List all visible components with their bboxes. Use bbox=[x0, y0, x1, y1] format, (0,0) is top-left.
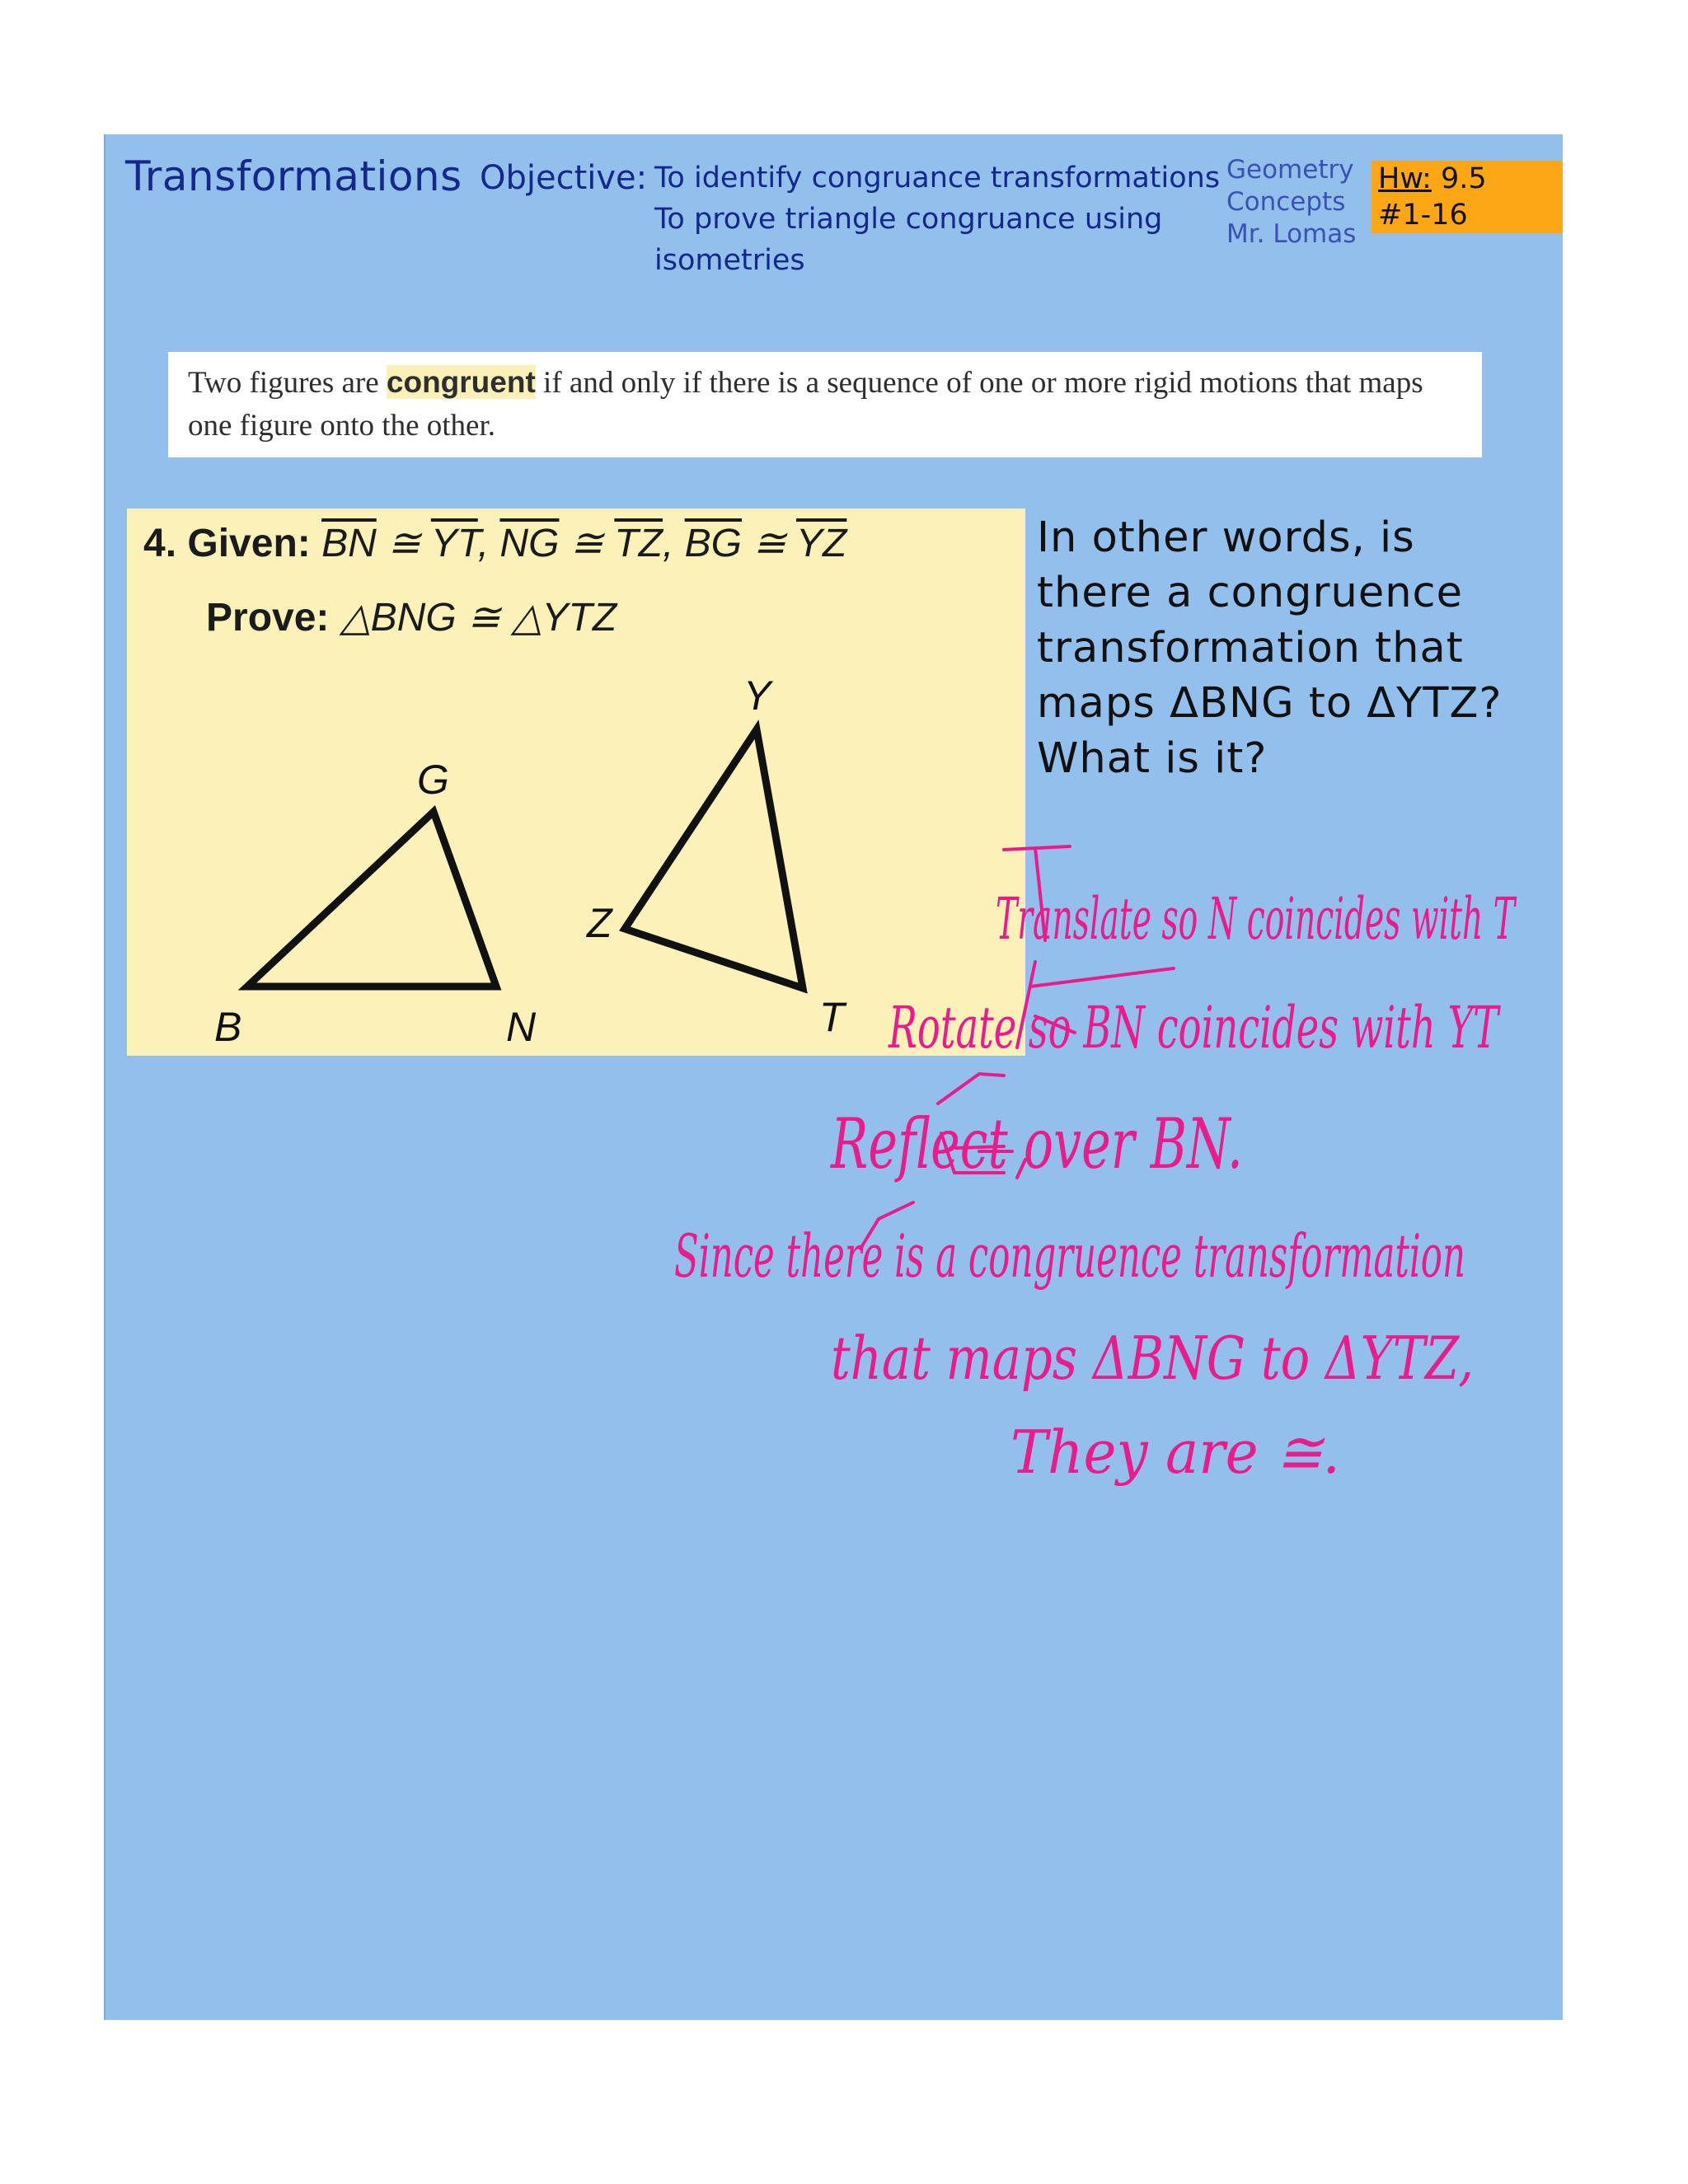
definition-text-start: Two figures are bbox=[188, 366, 387, 400]
question-line: transformation that bbox=[1037, 624, 1464, 673]
triangle-bng: △BNG bbox=[340, 596, 457, 640]
given-label: Given: bbox=[187, 522, 311, 565]
congruent-symbol: ≅ bbox=[753, 522, 786, 565]
segment: $\overline{TZ}$ bbox=[614, 522, 663, 565]
handwriting-line: They are ≅. bbox=[1010, 1418, 1340, 1487]
segment: $\overline{BN}$ bbox=[321, 522, 377, 565]
vertex-label-b: B bbox=[214, 1004, 242, 1050]
given-statement: 4. Given: $\overline{BN}$ ≅ $\overline{YT}$, $\overline{NG}$ ≅ $\overline{TZ}$, $\overline{BG}$ ≅ $\overline{YZ}$ bbox=[143, 522, 847, 565]
definition-text-end: if and only if there is a sequence of one or more rigid motions that maps one figure onto the other. bbox=[188, 366, 1423, 443]
vertex-label-t: T bbox=[819, 994, 845, 1040]
vertex-label-g: G bbox=[417, 757, 449, 803]
segment: $\overline{BG}$ bbox=[684, 522, 742, 565]
handwriting-line: Reflect over BN. bbox=[829, 1104, 1243, 1184]
objective-label: Objective: bbox=[480, 159, 648, 197]
course-line: Concepts bbox=[1226, 187, 1346, 217]
objective-line: To identify congruance transformations bbox=[654, 162, 1221, 194]
prove-label: Prove: bbox=[206, 596, 330, 640]
handwritten-answer bbox=[106, 134, 1563, 2020]
question-line: What is it? bbox=[1037, 734, 1268, 783]
segment: $\overline{NG}$ bbox=[499, 522, 560, 565]
congruent-symbol: ≅ bbox=[467, 596, 501, 640]
course-line: Geometry bbox=[1226, 155, 1354, 185]
congruent-symbol: ≅ bbox=[570, 522, 603, 565]
vertex-label-z: Z bbox=[587, 900, 612, 946]
homework-problems: #1-16 bbox=[1378, 199, 1468, 232]
definition-term: congruent bbox=[386, 365, 536, 399]
problem-number: 4. bbox=[143, 522, 177, 565]
worksheet-page bbox=[104, 134, 1563, 2020]
objective-line: To prove triangle congruance using bbox=[654, 203, 1163, 236]
handwriting-line: Since there is a congruence transformation bbox=[674, 1221, 1465, 1291]
triangle-ytz: △YTZ bbox=[511, 596, 617, 640]
question-line: In other words, is bbox=[1037, 513, 1415, 562]
congruent-symbol: ≅ bbox=[387, 522, 421, 565]
handwriting-line: that maps ΔBNG to ΔYTZ, bbox=[831, 1324, 1474, 1393]
vertex-label-y: Y bbox=[743, 673, 771, 719]
objective-line: isometries bbox=[654, 244, 805, 277]
segment: $\overline{YT}$ bbox=[430, 522, 478, 565]
homework-section: 9.5 bbox=[1440, 162, 1487, 195]
page-title: Transformations bbox=[125, 152, 462, 200]
homework-label: Hw: bbox=[1378, 162, 1432, 195]
handwriting-line: Translate so N coincides with T bbox=[996, 885, 1517, 953]
handwriting-line: Rotate so BN coincides with YT bbox=[887, 994, 1501, 1062]
question-line: there a congruence bbox=[1037, 569, 1463, 617]
teacher-name: Mr. Lomas bbox=[1226, 219, 1357, 249]
question-line: maps ΔBNG to ΔYTZ? bbox=[1037, 679, 1503, 728]
segment: $\overline{YZ}$ bbox=[796, 522, 847, 565]
vertex-label-n: N bbox=[506, 1004, 537, 1050]
